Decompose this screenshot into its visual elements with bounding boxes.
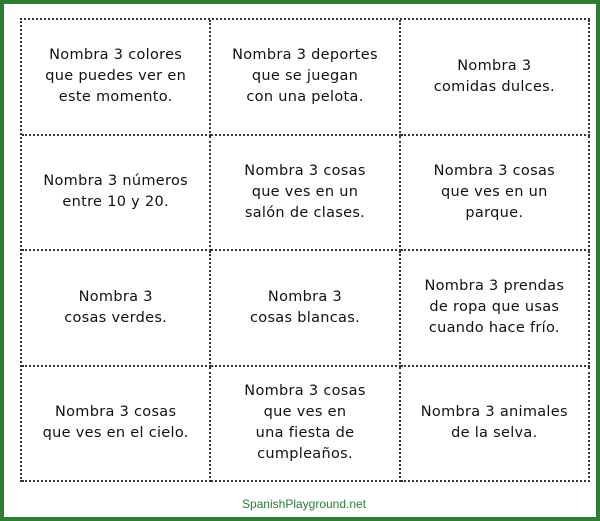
site-footer-credit: SpanishPlayground.net bbox=[241, 497, 367, 511]
card-text: Nombra 3 cosas que ves en el cielo. bbox=[42, 404, 189, 442]
prompt-card bbox=[211, 20, 400, 136]
card-text: Nombra 3 cosas que ves en una fiesta de cumpleaños. bbox=[244, 383, 366, 463]
prompt-card bbox=[211, 136, 400, 252]
card-text: Nombra 3 comidas dulces. bbox=[433, 57, 555, 95]
card-text: Nombra 3 deportes que se juegan con una pelota. bbox=[232, 47, 378, 106]
card-text: Nombra 3 números entre 10 y 20. bbox=[43, 173, 188, 211]
card-text: Nombra 3 cosas que ves en un parque. bbox=[433, 162, 556, 221]
card-text: Nombra 3 colores que puedes ver en este momento. bbox=[45, 47, 187, 106]
prompt-card bbox=[211, 251, 400, 367]
prompt-card bbox=[401, 367, 590, 483]
card-text: Nombra 3 animales de la selva. bbox=[420, 404, 568, 442]
card-text: Nombra 3 cosas verdes. bbox=[64, 288, 168, 326]
card-text: Nombra 3 cosas blancas. bbox=[250, 288, 360, 326]
card-grid bbox=[20, 18, 590, 482]
prompt-card bbox=[22, 251, 211, 367]
prompt-card bbox=[401, 136, 590, 252]
prompt-card bbox=[401, 20, 590, 136]
prompt-card bbox=[401, 251, 590, 367]
prompt-card bbox=[22, 367, 211, 483]
prompt-card bbox=[22, 20, 211, 136]
card-text: Nombra 3 prendas de ropa que usas cuando hace frío. bbox=[424, 278, 565, 337]
prompt-card bbox=[211, 367, 400, 483]
card-text: Nombra 3 cosas que ves en un salón de clases. bbox=[244, 162, 366, 221]
prompt-card bbox=[22, 136, 211, 252]
